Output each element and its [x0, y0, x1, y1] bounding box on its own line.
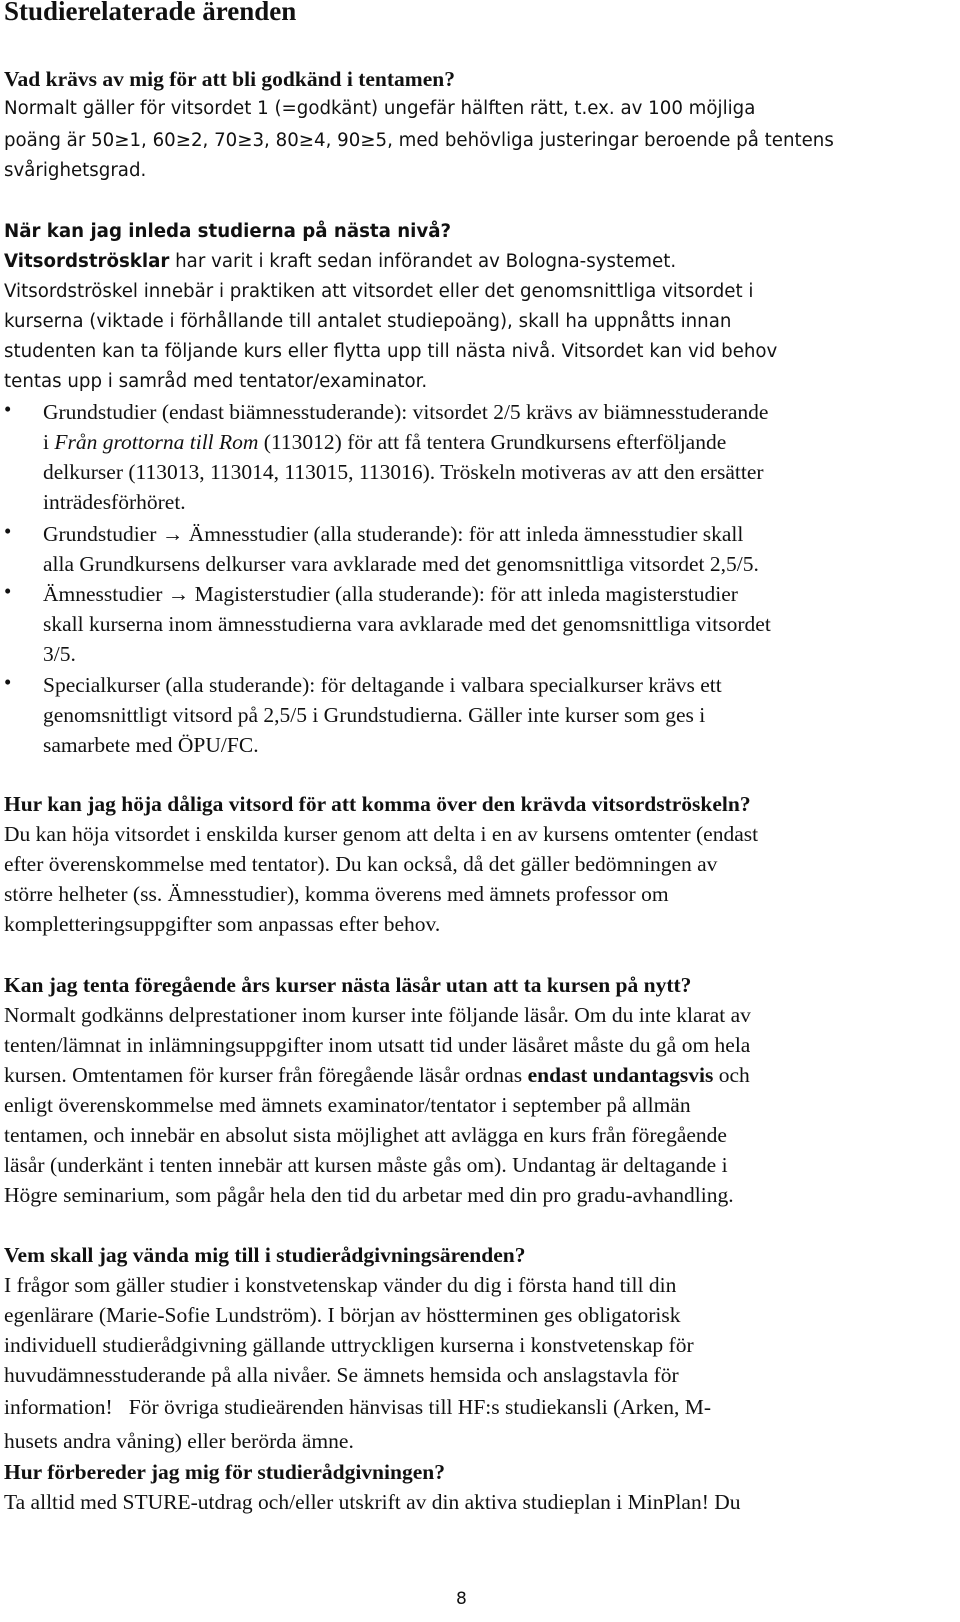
paragraph-line: information! För övriga studieärenden hänvisas till HF:s studiekansli (Arken, M- [4, 1395, 711, 1419]
bullet-line: delkurser (113013, 113014, 113015, 113016). Tröskeln motiveras av att den ersätter [43, 460, 764, 484]
paragraph-line: svårighetsgrad. [4, 160, 147, 181]
heading-next-level: När kan jag inleda studierna på nästa nivå? [4, 221, 452, 242]
heading-previous-courses: Kan jag tenta föregående års kurser nästa läsår utan att ta kursen på nytt? [4, 973, 692, 997]
bullet-marker: • [4, 579, 12, 603]
bullet-line: inträdesförhöret. [43, 490, 186, 514]
paragraph-line: individuell studierådgivning gällande uttryckligen kurserna i konstvetenskap för [4, 1333, 694, 1357]
paragraph-line: tenten/lämnat in inlämningsuppgifter inom utsatt tid under läsåret måste du gå om hela [4, 1033, 751, 1057]
paragraph-line: studenten kan ta följande kurs eller flytta upp till nästa nivå. Vitsordet kan vid behov [4, 341, 778, 362]
bullet-marker: • [4, 397, 12, 421]
bullet-line: genomsnittligt vitsord på 2,5/5 i Grundstudierna. Gäller inte kurser som ges i [43, 703, 706, 727]
paragraph-line: Vitsordströsklar har varit i kraft sedan införandet av Bologna-systemet. [4, 251, 677, 272]
page-number: 8 [456, 1589, 467, 1609]
paragraph-line: husets andra våning) eller berörda ämne. [4, 1429, 354, 1453]
bullet-line: 3/5. [43, 642, 76, 666]
paragraph-line: kurserna (viktade i förhållande till antalet studiepoäng), skall ha uppnåtts innan [4, 311, 732, 332]
heading-raise-grades: Hur kan jag höja dåliga vitsord för att komma över den krävda vitsordströskeln? [4, 792, 751, 816]
page-title: Studierelaterade ärenden [4, 0, 297, 26]
paragraph-line: Du kan höja vitsordet i enskilda kurser genom att delta i en av kursens omtenter (endast [4, 822, 759, 846]
course-title-italic: Från grottorna till Rom [54, 430, 259, 454]
paragraph-line: läsår (underkänt i tenten innebär att kursen måste gås om). Undantag är deltagande i [4, 1153, 728, 1177]
paragraph-line: större helheter (ss. Ämnesstudier), komma överens med ämnets professor om [4, 882, 669, 906]
bullet-line: alla Grundkursens delkurser vara avklarade med det genomsnittliga vitsordet 2,5/5. [43, 552, 759, 576]
bullet-marker: • [4, 519, 12, 543]
bullet-line: i Från grottorna till Rom (113012) för att få tentera Grundkursens efterföljande [43, 430, 727, 454]
bullet-line: Grundstudier (endast biämnesstuderande): vitsordet 2/5 krävs av biämnesstuderande [43, 400, 769, 424]
bullet-line: Grundstudier → Ämnesstudier (alla studerande): för att inleda ämnesstudier skall [43, 522, 744, 546]
bullet-line: Ämnesstudier → Magisterstudier (alla studerande): för att inleda magisterstudier [43, 582, 738, 606]
paragraph-line: enligt överenskommelse med ämnets examinator/tentator i september på allmän [4, 1093, 691, 1117]
paragraph-line: Normalt gäller för vitsordet 1 (=godkänt) ungefär hälften rätt, t.ex. av 100 möjliga [4, 98, 756, 119]
heading-study-counselling: Vem skall jag vända mig till i studierådgivningsärenden? [4, 1243, 526, 1267]
paragraph-line: egenlärare (Marie-Sofie Lundström). I början av höstterminen ges obligatorisk [4, 1303, 681, 1327]
bullet-line: samarbete med ÖPU/FC. [43, 733, 259, 757]
bullet-line: skall kurserna inom ämnesstudierna vara avklarade med det genomsnittliga vitsordet [43, 612, 771, 636]
paragraph-line: poäng är 50≥1, 60≥2, 70≥3, 80≥4, 90≥5, med behövliga justeringar beroende på tentens [4, 130, 834, 151]
heading-prepare-counselling: Hur förbereder jag mig för studierådgivningen? [4, 1460, 445, 1484]
paragraph-line: Vitsordströskel innebär i praktiken att vitsordet eller det genomsnittliga vitsordet i [4, 281, 754, 302]
paragraph-line: efter överenskommelse med tentator). Du kan också, då det gäller bedömningen av [4, 852, 718, 876]
paragraph-line: I frågor som gäller studier i konstvetenskap vänder du dig i första hand till din [4, 1273, 677, 1297]
term-vitsordstrosklar: Vitsordströsklar [4, 251, 170, 272]
paragraph-line: huvudämnesstuderande på alla nivåer. Se ämnets hemsida och anslagstavla för [4, 1363, 679, 1387]
paragraph-line: kompletteringsuppgifter som anpassas efter behov. [4, 912, 441, 936]
heading-passing-requirements: Vad krävs av mig för att bli godkänd i tentamen? [4, 67, 455, 91]
paragraph-line: tentamen, och innebär en absolut sista möjlighet att avlägga en kurs från föregående [4, 1123, 727, 1147]
bullet-marker: • [4, 670, 12, 694]
bullet-line: Specialkurser (alla studerande): för deltagande i valbara specialkurser krävs ett [43, 673, 722, 697]
paragraph-line: kursen. Omtentamen för kurser från föregående läsår ordnas endast undantagsvis och [4, 1063, 750, 1087]
paragraph-line: Ta alltid med STURE-utdrag och/eller utskrift av din aktiva studieplan i MinPlan! Du [4, 1490, 741, 1514]
paragraph-line: Normalt godkänns delprestationer inom kurser inte följande läsår. Om du inte klarat av [4, 1003, 751, 1027]
paragraph-line: tentas upp i samråd med tentator/examinator. [4, 371, 428, 392]
paragraph-line: Högre seminarium, som pågår hela den tid du arbetar med din pro gradu-avhandling. [4, 1183, 734, 1207]
emphasis-exception: endast undantagsvis [527, 1063, 714, 1087]
